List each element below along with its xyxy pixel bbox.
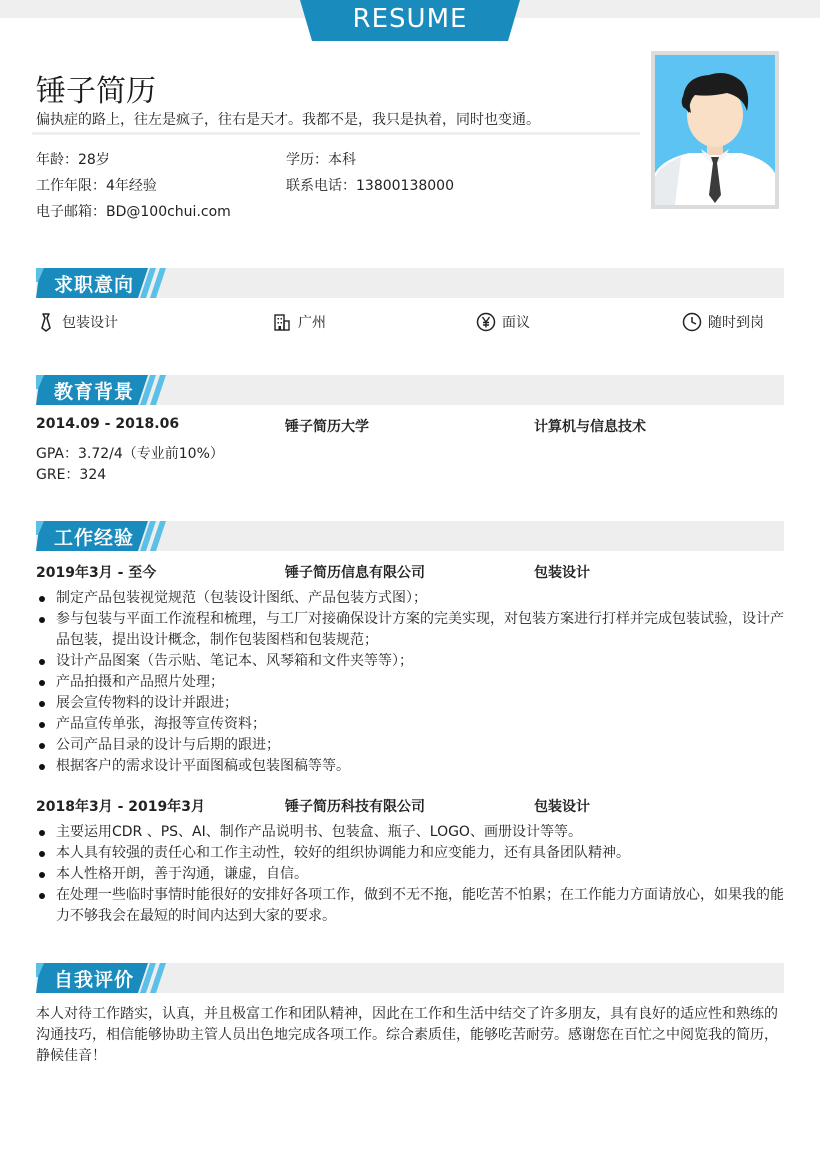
education-period: 2014.09 - 2018.06: [36, 416, 180, 432]
work-company: 锤子简历信息有限公司: [285, 565, 425, 581]
intent-position-label: 包装设计: [62, 315, 118, 331]
work-role: 包装设计: [534, 565, 590, 581]
info-education: 学历：本科: [286, 152, 356, 168]
list-item: 产品宣传单张，海报等宣传资料；: [36, 714, 786, 735]
work-role: 包装设计: [534, 799, 590, 815]
list-item: 本人具有较强的责任心和工作主动性，较好的组织协调能力和应变能力，还有具备团队精神。: [36, 843, 786, 864]
section-header-self: [36, 963, 784, 993]
avatar-illustration: [655, 55, 775, 205]
list-item: 产品拍摄和产品照片处理；: [36, 672, 786, 693]
education-school: 锤子简历大学: [285, 419, 369, 435]
section-title: 工作经验: [54, 527, 135, 549]
work-duties-list: [36, 822, 786, 927]
section-header-work: [36, 521, 784, 551]
info-phone: 联系电话：13800138000: [286, 178, 454, 194]
section-title: 教育背景: [54, 381, 135, 403]
self-evaluation-text: 本人对待工作踏实，认真，并且极富工作和团队精神，因此在工作和生活中结交了许多朋友，具有良好的适应性和熟练的沟通技巧，相信能够协助主管人员出色地完成各项工作。综合素质佳，能够吃苦耐劳。感谢您在百忙之中阅览我的简历，静候佳音！: [36, 1006, 778, 1064]
education-gre: GRE：324: [36, 467, 107, 483]
resume-motto: 偏执症的路上，往左是疯子，往右是天才。我都不是，我只是执着，同时也变通。: [36, 112, 540, 128]
intent-salary: [476, 312, 530, 332]
list-item: 主要运用CDR 、PS、AI、制作产品说明书、包装盒、瓶子、LOGO、画册设计等等。: [36, 822, 786, 843]
section-title: 求职意向: [54, 274, 135, 296]
intent-city: [272, 312, 326, 332]
section-title: 自我评价: [54, 969, 135, 991]
education-gpa: GPA：3.72/4（专业前10%）: [36, 446, 224, 462]
list-item: 在处理一些临时事情时能很好的安排好各项工作，做到不无不拖，能吃苦不怕累；在工作能力方面请放心，如果我的能力不够我会在最短的时间内达到大家的要求。: [36, 885, 786, 927]
list-item: 公司产品目录的设计与后期的跟进；: [36, 735, 786, 756]
info-age: 年龄：28岁: [36, 152, 110, 168]
education-major: 计算机与信息技术: [534, 419, 646, 435]
intent-availability-label: 随时到岗: [708, 315, 764, 331]
list-item: 设计产品图案（告示贴、笔记本、风琴箱和文件夹等等）；: [36, 651, 786, 672]
intent-position: [36, 312, 118, 332]
list-item: 制定产品包装视觉规范（包装设计图纸、产品包装方式图）；: [36, 588, 786, 609]
work-period: 2018年3月 - 2019年3月: [36, 799, 205, 815]
work-period: 2019年3月 - 至今: [36, 565, 157, 581]
list-item: 本人性格开朗，善于沟通，谦虚，自信。: [36, 864, 786, 885]
info-experience: 工作年限：4年经验: [36, 178, 157, 194]
list-item: 根据客户的需求设计平面图稿或包装图稿等等。: [36, 756, 786, 777]
divider: [32, 132, 640, 135]
resume-tab: [300, 0, 520, 41]
work-duties-list: [36, 588, 786, 777]
resume-tab-label: RESUME: [352, 4, 468, 34]
work-company: 锤子简历科技有限公司: [285, 799, 425, 815]
tie-icon: [36, 312, 56, 332]
section-header-intent: [36, 268, 784, 298]
resume-name: 锤子简历: [36, 74, 156, 109]
section-header-education: [36, 375, 784, 405]
yen-icon: [476, 312, 496, 332]
clock-icon: [682, 312, 702, 332]
profile-photo: [651, 51, 779, 209]
intent-availability: [682, 312, 764, 332]
intent-salary-label: 面议: [502, 315, 530, 331]
intent-city-label: 广州: [298, 315, 326, 331]
list-item: 参与包装与平面工作流程和梳理，与工厂对接确保设计方案的完美实现，对包装方案进行打样并完成包装试验，设计产品包装，提出设计概念，制作包装图档和包装规范；: [36, 609, 786, 651]
building-icon: [272, 312, 292, 332]
list-item: 展会宣传物料的设计并跟进；: [36, 693, 786, 714]
info-email: 电子邮箱：BD@100chui.com: [36, 204, 231, 220]
